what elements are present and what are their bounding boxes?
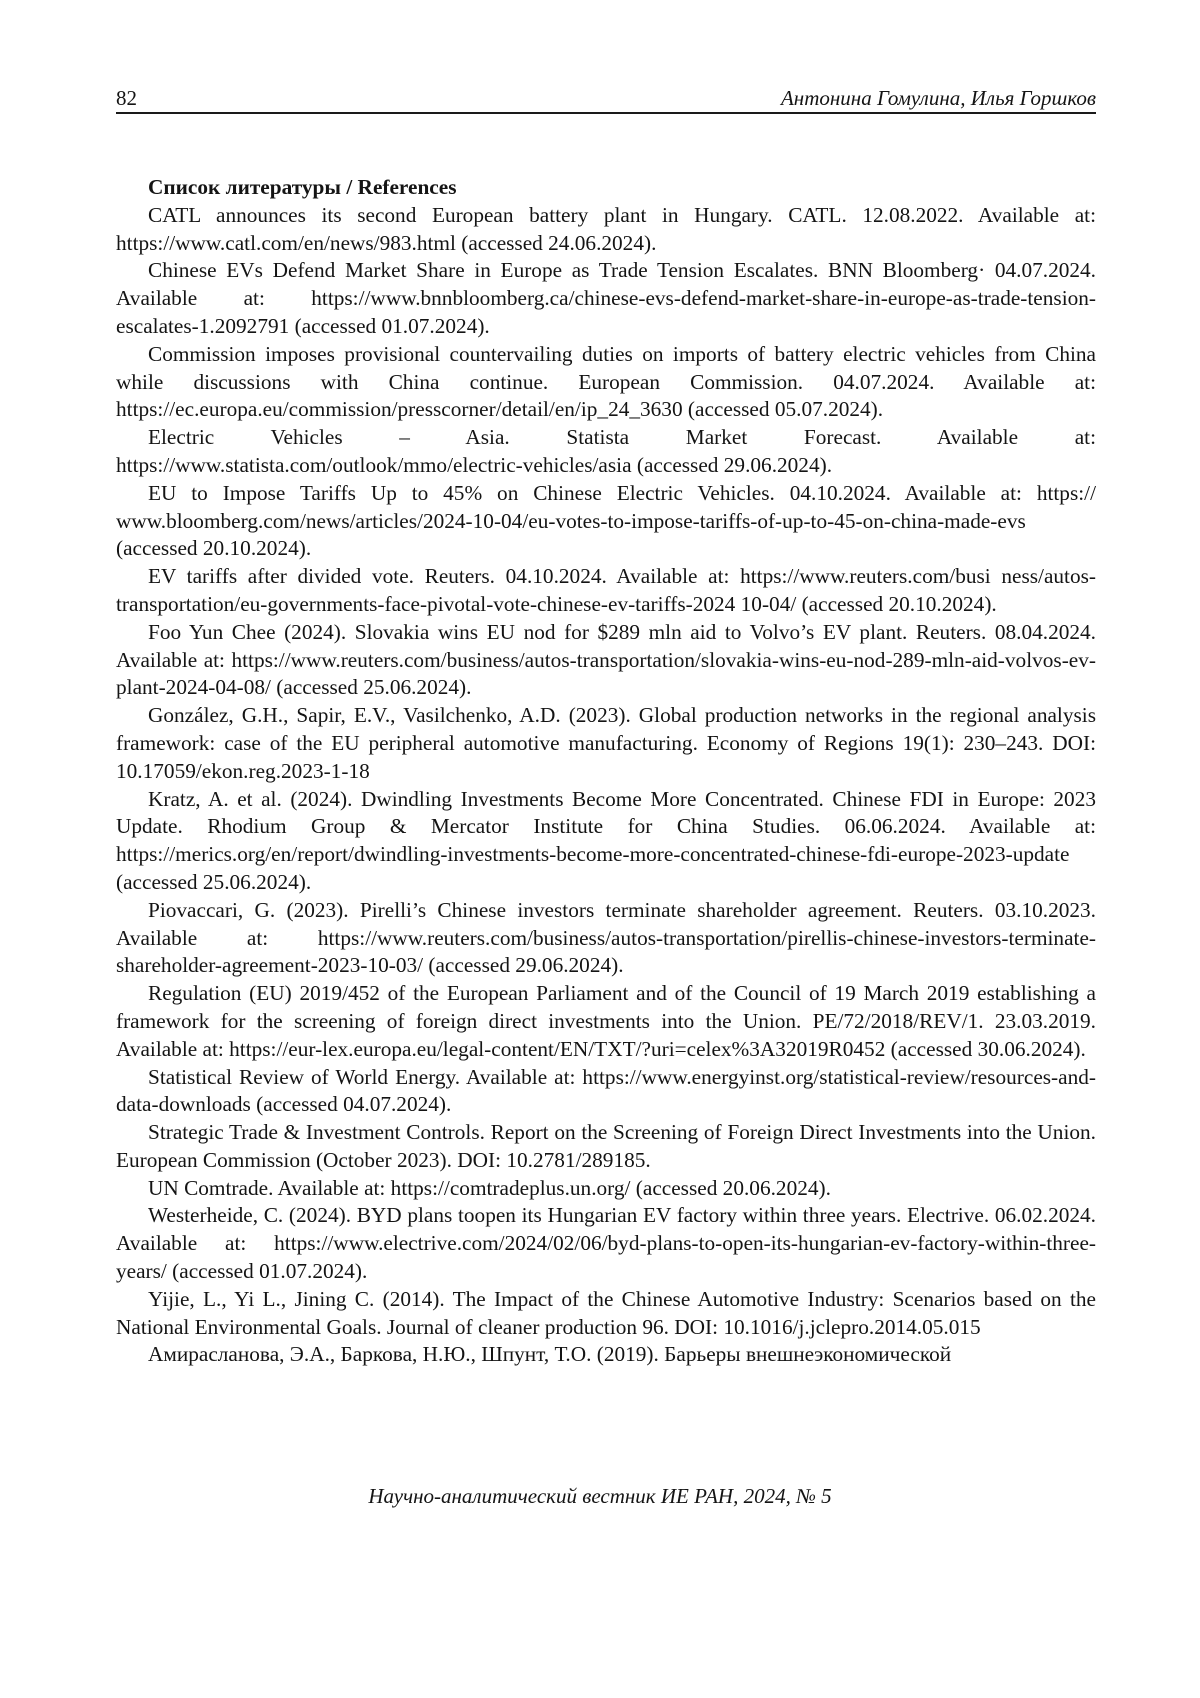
reference-entry: Piovaccari, G. (2023). Pirelli’s Chinese investors terminate shareholder agreement. Reuters. 03.10.2023. Available at: https://www.reuters.com/business/autos-transportation/pirellis-chinese-investors-terminate-shareholder-agreement-2023-10-03/ (accessed 29.06.2024). xyxy=(116,897,1096,978)
reference-entry: Electric Vehicles – Asia. Statista Market Forecast. Available at: https://www.statista.com/outlook/mmo/electric-vehicles/asia (accessed 29.06.2024). xyxy=(116,425,1096,477)
reference-entry: Strategic Trade & Investment Controls. Report on the Screening of Foreign Direct Investments into the Union. European Commission (October 2023). DOI: 10.2781/289185. xyxy=(116,1120,1096,1172)
reference-entry: González, G.H., Sapir, E.V., Vasilchenko, A.D. (2023). Global production networks in the regional analysis framework: case of the EU peripheral automotive manufacturing. Economy of Regions 19(1): 230–243. DOI: 10.17059/ekon.reg.2023-1-18 xyxy=(116,703,1096,783)
page-header xyxy=(116,86,1096,114)
reference-entry: Foo Yun Chee (2024). Slovakia wins EU nod for $289 mln aid to Volvo’s EV plant. Reuters. 08.04.2024. Available at: https://www.reuters.com/business/autos-transportation/slovakia-wins-eu-nod-289-mln-aid-volvos-ev-plant-2024-04-08/ (accessed 25.06.2024). xyxy=(116,619,1096,700)
references-section xyxy=(116,174,1096,1369)
reference-entry: Kratz, A. et al. (2024). Dwindling Investments Become More Concentrated. Chinese FDI in Europe: 2023 Update. Rhodium Group & Mercator Institute for China Studies. 06.06.2024. Available at: https://merics.org/en/report/dwindling-investments-become-more-concentrated-chinese-fdi-europe-2023-update (accessed 25.06.2024). xyxy=(116,786,1096,894)
reference-entry: CATL announces its second European battery plant in Hungary. CATL. 12.08.2022. Available at: https://www.catl.com/en/news/983.html (accessed 24.06.2024). xyxy=(116,202,1096,255)
reference-entry: EV tariffs after divided vote. Reuters. 04.10.2024. Available at: https://www.reuters.com/busi ness/autos-transportation/eu-governments-face-pivotal-vote-chinese-ev-tariffs-2024 10-04/ (accessed 20.10.2024). xyxy=(116,564,1096,616)
running-head-authors: Антонина Гомулина, Илья Горшков xyxy=(780,86,1096,110)
reference-entry: Statistical Review of World Energy. Available at: https://www.energyinst.org/statistical-review/resources-and-data-downloads (accessed 04.07.2024). xyxy=(116,1064,1096,1117)
page-number: 82 xyxy=(116,86,137,110)
reference-entry: Chinese EVs Defend Market Share in Europe as Trade Tension Escalates. BNN Bloomberg· 04.07.2024. Available at: https://www.bnnbloomberg.ca/chinese-evs-defend-market-share-in-europe-as-trade-tension-escalates-1.2092791 (accessed 01.07.2024). xyxy=(116,258,1096,338)
reference-entry: Regulation (EU) 2019/452 of the European Parliament and of the Council of 19 March 2019 establishing a framework for the screening of foreign direct investments into the Union. PE/72/2018/REV/1. 23.03.2019. Available at: https://eur-lex.europa.eu/legal-content/EN/TXT/?uri=celex%3A32019R0452 (accessed 30.06.2024). xyxy=(116,981,1096,1061)
reference-entry: UN Comtrade. Available at: https://comtradeplus.un.org/ (accessed 20.06.2024). xyxy=(148,1175,831,1200)
reference-entry: Амирасланова, Э.А., Баркова, Н.Ю., Шпунт, Т.О. (2019). Барьеры внешнеэкономической xyxy=(148,1342,952,1367)
page-footer-journal: Научно-аналитический вестник ИЕ РАН, 2024, № 5 xyxy=(368,1484,832,1508)
references-heading: Список литературы / References xyxy=(148,175,457,199)
reference-entry: Yijie, L., Yi L., Jining C. (2014). The Impact of the Chinese Automotive Industry: Scenarios based on the National Environmental Goals. Journal of cleaner production 96. DOI: 10.1016/j.jclepro.2014.05.015 xyxy=(116,1286,1096,1339)
reference-entry: Westerheide, C. (2024). BYD plans toopen its Hungarian EV factory within three years. Electrive. 06.02.2024. Available at: https://www.electrive.com/2024/02/06/byd-plans-to-open-its-hungarian-ev-factory-within-three-years/ (accessed 01.07.2024). xyxy=(116,1203,1096,1284)
reference-entry: Commission imposes provisional countervailing duties on imports of battery electric vehicles from China while discussions with China continue. European Commission. 04.07.2024. Available at: https://ec.europa.eu/commission/presscorner/detail/en/ip_24_3630 (accessed 05.07.2024). xyxy=(116,341,1096,422)
reference-entry: EU to Impose Tariffs Up to 45% on Chinese Electric Vehicles. 04.10.2024. Available at: https:// www.bloomberg.com/news/articles/2024-10-04/eu-votes-to-impose-tariffs-of-up-to-45-on-china-made-evs (accessed 20.10.2024). xyxy=(116,480,1096,561)
